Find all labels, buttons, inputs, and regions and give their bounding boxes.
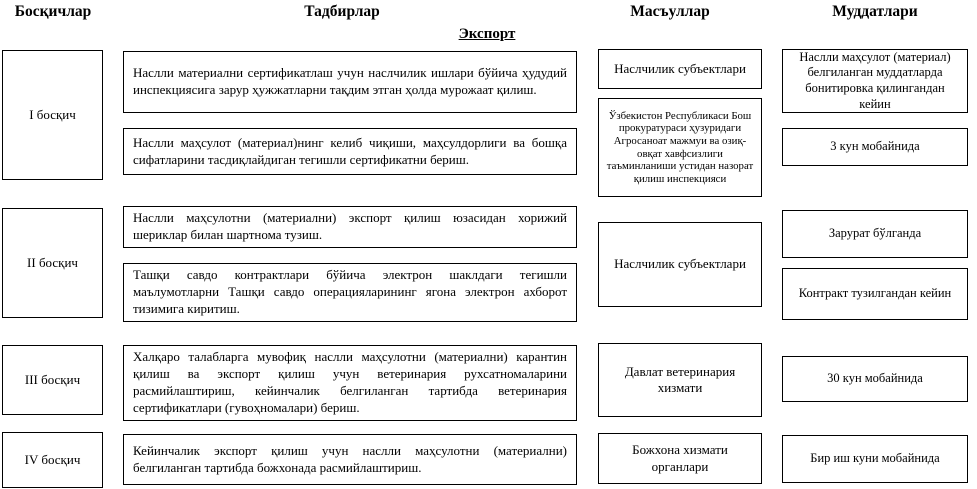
- activity-box-5: [123, 345, 577, 421]
- deadline-text: Наслли маҳсулот (материал) белгиланган муддатларда бонитировка қилингандан кейин: [799, 49, 951, 111]
- activity-text: Наслли материални сертификатлаш учун наслчилик ишлари бўйича ҳудудий инспекциясига зарур ҳужжатларни тақдим этган ҳолда мурожаат қилиш.: [133, 65, 567, 97]
- deadline-box-3: [782, 210, 968, 258]
- activity-text: Ташқи савдо контрактлари бўйича электрон шаклдаги тегишли маълумотларни Ташқи савдо операцияларининг ягона электрон ахборот тизимига киритиш.: [133, 267, 567, 316]
- deadline-box-6: [782, 435, 968, 483]
- stage-box-3: [2, 345, 103, 415]
- responsible-box-1: [598, 49, 762, 89]
- stage-label: II босқич: [27, 254, 78, 270]
- activity-box-3: [123, 206, 577, 248]
- responsible-text: Давлат ветеринария хизмати: [624, 363, 736, 395]
- deadline-text: 30 кун мобайнида: [827, 371, 923, 386]
- deadline-box-4: [782, 268, 968, 320]
- column-header-deadlines: Муддатлари: [832, 3, 918, 20]
- column-header-activities: Тадбирлар: [304, 3, 380, 20]
- activity-box-2: [123, 128, 577, 175]
- responsible-text: Наслчилик субъектлари: [614, 60, 746, 76]
- responsible-text: Божхона хизмати органлари: [632, 442, 728, 474]
- responsible-text: Ўзбекистон Республикаси Бош прокуратураси ҳузуридаги Агросаноат мажмуи ва озиқ-овқат хавфсизлиги таъминланиши устидан назорат қилиш инспекцияси: [606, 109, 754, 185]
- stage-box-4: [2, 432, 103, 488]
- activity-text: Халқаро талабларга мувофиқ наслли маҳсулотни (материални) карантин қилиш ва экспорт қилиш учун ветеринария рухсатномаларини расмийлаштириш, кейинчалик белгиланган тартибда ветеринария сертификатлари (гувоҳномалари) бериш.: [133, 349, 567, 415]
- activity-box-4: [123, 263, 577, 322]
- export-subtitle: Экспорт: [458, 26, 516, 42]
- responsible-box-4: [598, 343, 762, 417]
- activity-box-1: [123, 51, 577, 113]
- responsible-box-2: [598, 98, 762, 197]
- deadline-box-5: [782, 356, 968, 402]
- stage-box-2: [2, 208, 103, 318]
- deadline-text: Контракт тузилгандан кейин: [798, 286, 952, 301]
- activity-text: Кейинчалик экспорт қилиш учун наслли маҳсулотни (материални) белгиланган тартибда божхонада расмийлаштириш.: [133, 442, 567, 475]
- activity-text: Наслли маҳсулотни (материални) экспорт қилиш юзасидан хорижий шериклар билан шартнома тузиш.: [133, 210, 567, 242]
- responsible-box-3: [598, 222, 762, 307]
- column-header-responsibles: Масъуллар: [630, 3, 710, 20]
- deadline-box-1: [782, 49, 968, 113]
- deadline-text: Бир иш куни мобайнида: [810, 451, 940, 466]
- responsible-box-5: [598, 433, 762, 484]
- stage-box-1: [2, 50, 103, 180]
- stage-label: III босқич: [24, 371, 81, 387]
- stage-label: I босқич: [29, 106, 76, 122]
- deadline-text: 3 кун мобайнида: [830, 139, 920, 154]
- deadline-box-2: [782, 128, 968, 166]
- column-header-stages: Босқичлар: [14, 3, 92, 20]
- deadline-text: Зарурат бўлганда: [828, 226, 922, 241]
- activity-box-6: [123, 434, 577, 485]
- stage-label: IV босқич: [24, 451, 81, 467]
- responsible-text: Наслчилик субъектлари: [614, 256, 746, 272]
- activity-text: Наслли маҳсулот (материал)нинг келиб чиқиши, маҳсулдорлиги ва бошқа сифатларини тасдиқлайдиган тегишли сертификатни бериш.: [133, 134, 567, 167]
